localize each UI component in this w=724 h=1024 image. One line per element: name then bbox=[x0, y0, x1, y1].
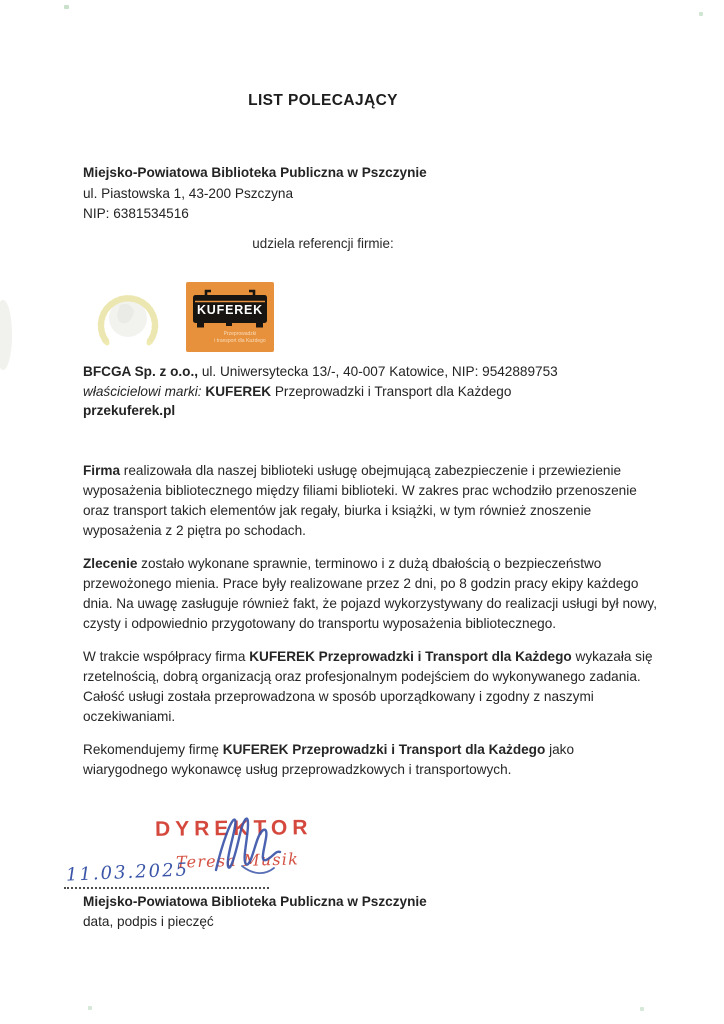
recipient-block bbox=[83, 362, 663, 421]
issuer-name: Miejsko-Powiatowa Biblioteka Publiczna w Pszczynie bbox=[83, 165, 427, 180]
kuferek-logo bbox=[186, 282, 274, 352]
brand-suffix: Przeprowadzki i Transport dla Każdego bbox=[271, 383, 512, 399]
recipient-company-name: BFCGA Sp. z o.o., bbox=[83, 364, 199, 379]
footer-caption: data, podpis i pieczęć bbox=[83, 914, 214, 929]
laurel-wreath-icon bbox=[90, 283, 166, 355]
scan-speck bbox=[640, 1007, 644, 1011]
issuer-nip: NIP: 6381534516 bbox=[83, 206, 189, 221]
intro-line: udziela referencji firmie: bbox=[252, 236, 394, 251]
recipient-brand-line bbox=[83, 382, 663, 402]
recipient-company-line bbox=[83, 362, 663, 382]
footer-institution-name: Miejsko-Powiatowa Biblioteka Publiczna w Pszczynie bbox=[83, 894, 427, 909]
scan-speck bbox=[64, 5, 69, 9]
scan-speck bbox=[699, 12, 703, 16]
kuferek-brand-text: KUFEREK bbox=[196, 303, 264, 317]
paragraph-2: Zlecenie zostało wykonane sprawnie, terminowo i z dużą dbałością o bezpieczeństwo przewożonego mienia. Prace były realizowane przez 2 dni, po 8 godzin pracy ekipy każdego dnia. Na uwagę zasługuje również fakt, że pojazd wykorzystywany do realizacji usługi był nowy, czysty i odpowiednio przygotowany do transportu wyposażenia bibliotecznego. bbox=[83, 556, 657, 631]
recipient-company-details: ul. Uniwersytecka 13/-, 40-007 Katowice, NIP: 9542889753 bbox=[198, 364, 558, 379]
kuferek-tagline-line2: i transport dla Każdego bbox=[214, 337, 266, 344]
handwritten-date: 11.03.2025 bbox=[65, 859, 190, 886]
paragraph-4: Rekomendujemy firmę KUFEREK Przeprowadzki i Transport dla Każdego jako wiarygodnego wykonawcę usług przeprowadzkowych i transportowych. bbox=[83, 742, 575, 777]
brand-owner-label: właścicielowi marki: bbox=[83, 383, 206, 399]
brand-name: KUFEREK bbox=[205, 383, 272, 399]
letter-body bbox=[83, 461, 657, 793]
paragraph-3: W trakcie współpracy firma KUFEREK Przeprowadzki i Transport dla Każdego wykazała się rzetelnością, dobrą organizacją oraz profesjonalnym podejściem do wykonywanego zadania. Całość usługi została przeprowadzona w sposób uporządkowany i zgodny z naszymi oczekiwaniami. bbox=[83, 649, 653, 724]
issuer-address: ul. Piastowska 1, 43-200 Pszczyna bbox=[83, 185, 294, 201]
paragraph-1: Firma realizowała dla naszej biblioteki usługę obejmującą zabezpieczenie i przewiezienie wyposażenia bibliotecznego między filiami biblioteki. W zakres prac wchodziło przenoszenie oraz transport takich elementów jak regały, biurka i książki, w tym również znoszenie wyposażenia z 2 piętra po schodach. bbox=[83, 463, 637, 538]
director-stamp-title: DYREKTOR bbox=[154, 816, 313, 841]
scan-smudge bbox=[0, 300, 12, 370]
document-title: LIST POLECAJĄCY bbox=[248, 92, 398, 109]
issuer-block bbox=[83, 163, 427, 225]
signature-dotted-line bbox=[64, 884, 269, 889]
kuferek-tagline-line1: Przeprowadzki bbox=[223, 331, 257, 337]
recipient-website: przekuferek.pl bbox=[83, 403, 176, 418]
handwritten-signature bbox=[202, 804, 292, 891]
scan-speck bbox=[88, 1006, 92, 1010]
director-stamp-name: Teresa Musik bbox=[175, 849, 300, 872]
